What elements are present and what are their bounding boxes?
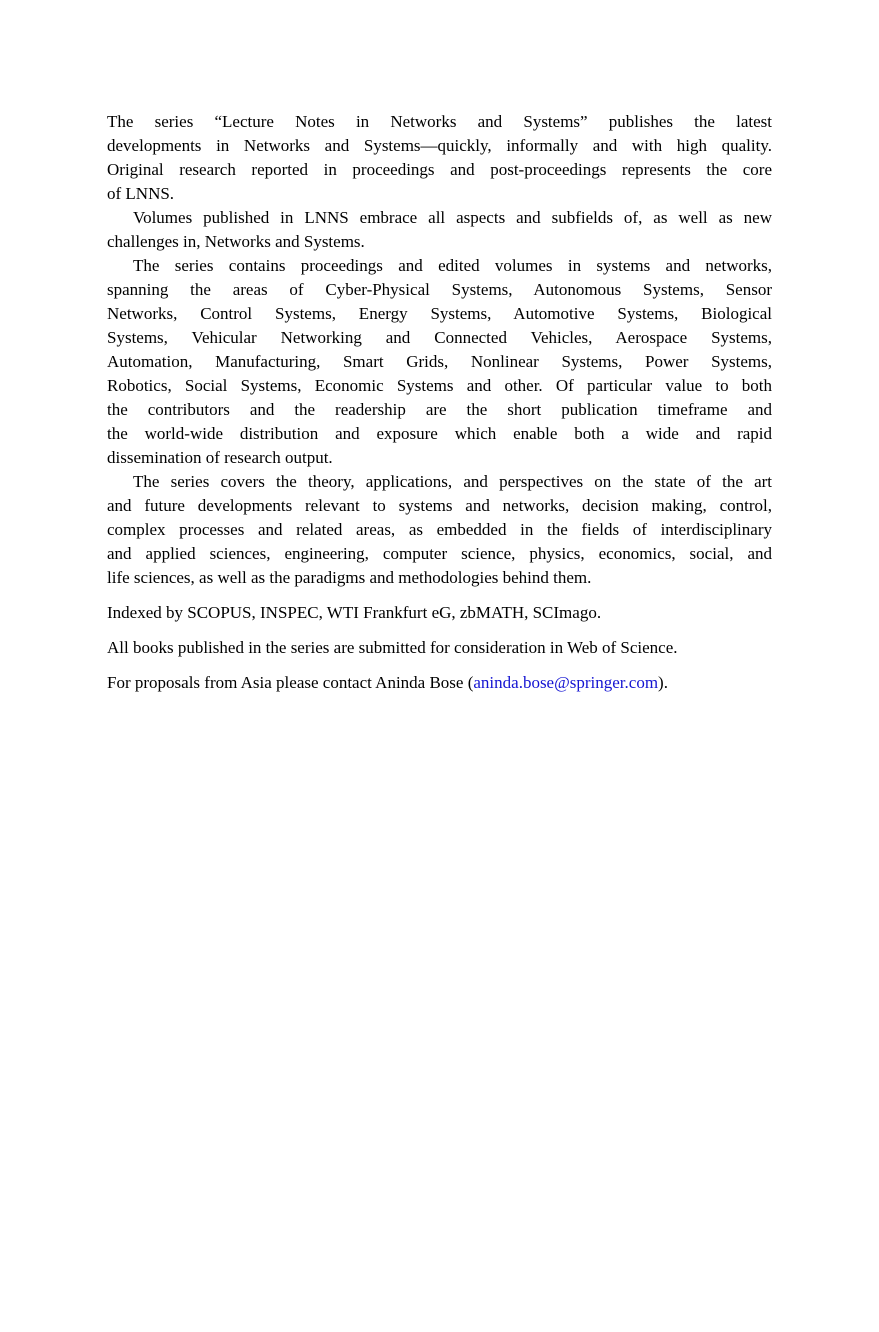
paragraph-5	[107, 601, 772, 625]
text-after-link: ).	[658, 673, 668, 692]
paragraph-2	[107, 206, 772, 254]
text-line: the contributors and the readership are the short publication timeframe and	[107, 400, 772, 419]
text-line: of LNNS.	[107, 184, 175, 203]
paragraph-6	[107, 636, 772, 660]
text-line: and applied sciences, engineering, computer science, physics, economics, social, and	[107, 544, 772, 563]
text-line: Networks, Control Systems, Energy Systems, Automotive Systems, Biological	[107, 304, 772, 323]
email-link[interactable]: aninda.bose@springer.com	[473, 673, 659, 692]
text-line: spanning the areas of Cyber-Physical Systems, Autonomous Systems, Sensor	[107, 280, 772, 299]
paragraph-1	[107, 110, 772, 206]
text-line: All books published in the series are submitted for consideration in Web of Science.	[107, 638, 678, 657]
text-line: challenges in, Networks and Systems.	[107, 232, 365, 251]
text-line: Robotics, Social Systems, Economic Systems and other. Of particular value to both	[107, 376, 772, 395]
text-line: the world-wide distribution and exposure which enable both a wide and rapid	[107, 424, 772, 443]
text-line: Systems, Vehicular Networking and Connected Vehicles, Aerospace Systems,	[107, 328, 772, 347]
text-line: Indexed by SCOPUS, INSPEC, WTI Frankfurt eG, zbMATH, SCImago.	[107, 603, 602, 622]
text-line: life sciences, as well as the paradigms and methodologies behind them.	[107, 568, 592, 587]
text-before-link: For proposals from Asia please contact Aninda Bose (	[107, 673, 474, 692]
text-line: Volumes published in LNNS embrace all aspects and subfields of, as well as new	[133, 208, 772, 227]
text-line: The series contains proceedings and edited volumes in systems and networks,	[133, 256, 772, 275]
text-line: Automation, Manufacturing, Smart Grids, Nonlinear Systems, Power Systems,	[107, 352, 772, 371]
text-line: complex processes and related areas, as embedded in the fields of interdisciplinary	[107, 520, 772, 539]
series-description-text-block	[107, 110, 772, 695]
paragraph-3	[107, 254, 772, 470]
text-line: dissemination of research output.	[107, 448, 333, 467]
paragraph-7	[107, 671, 772, 695]
text-line: The series “Lecture Notes in Networks and Systems” publishes the latest	[107, 112, 772, 131]
text-line: The series covers the theory, applications, and perspectives on the state of the art	[133, 472, 772, 491]
paragraph-4	[107, 470, 772, 590]
text-line	[107, 671, 772, 695]
text-line: and future developments relevant to systems and networks, decision making, control,	[107, 496, 772, 515]
text-line: developments in Networks and Systems—quickly, informally and with high quality.	[107, 136, 772, 155]
text-line: Original research reported in proceedings and post-proceedings represents the core	[107, 160, 772, 179]
